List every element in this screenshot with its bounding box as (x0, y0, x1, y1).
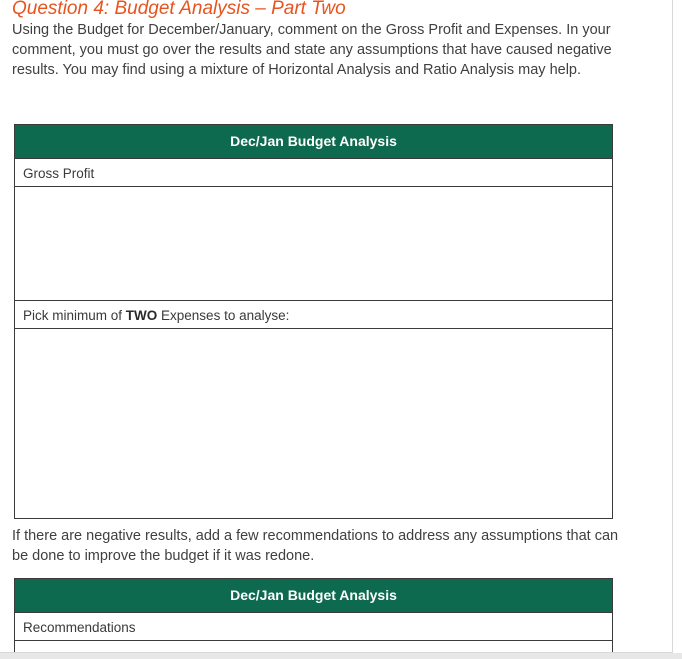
expenses-label (15, 301, 612, 329)
expenses-label-pre: Pick minimum of (23, 308, 126, 323)
question-instructions: Using the Budget for December/January, comment on the Gross Profit and Expenses. In your comment, you must go over the results and state any assumptions that have caused negative results. You may find using a mixture of Horizontal Analysis and Ratio Analysis may help. (12, 22, 612, 78)
window-bottom-strip (0, 653, 682, 659)
recommendations-table (14, 578, 613, 653)
gross-profit-label (15, 159, 612, 187)
gross-profit-label-text: Gross Profit (23, 166, 95, 181)
table-header: Dec/Jan Budget Analysis (15, 125, 612, 159)
gross-profit-answer-cell[interactable] (15, 187, 612, 301)
recommendation-prompt: If there are negative results, add a few recommendations to address any assumptions that can be done to improve the budget if it was redone. (12, 528, 619, 564)
question-title: Question 4: Budget Analysis – Part Two (12, 0, 346, 19)
expenses-answer-cell[interactable] (15, 329, 612, 517)
recommendations-answer-cell[interactable] (15, 641, 612, 653)
recommendations-label (15, 613, 612, 641)
expenses-label-post: Expenses to analyse: (157, 308, 290, 323)
expenses-label-bold: TWO (125, 308, 158, 323)
table-header: Dec/Jan Budget Analysis (15, 579, 612, 613)
budget-analysis-table (14, 124, 613, 519)
recommendations-label-text: Recommendations (23, 620, 136, 635)
